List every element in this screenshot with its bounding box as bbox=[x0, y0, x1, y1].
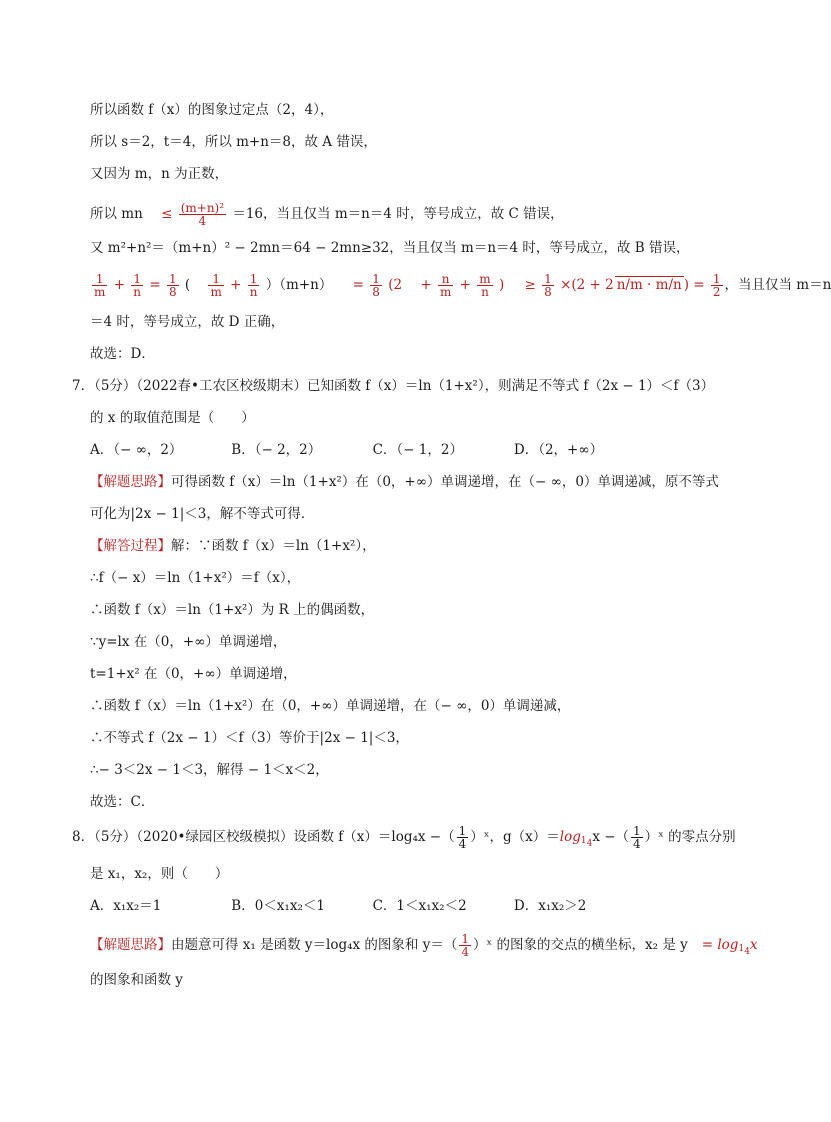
sol6-line4-c: ＝16，当且仅当 m＝n＝4 时，等号成立，故 C 错误， bbox=[232, 206, 564, 222]
frac-denominator: n bbox=[249, 285, 258, 299]
equals-sign: = bbox=[149, 277, 161, 293]
frac-n-over-m bbox=[438, 273, 453, 298]
q7-option-b[interactable]: B．（− 2，2） bbox=[231, 442, 322, 458]
sol6-line1: 所以函数 f（x）的图象过定点（2，4）， bbox=[90, 102, 334, 118]
sol6-line4-leq: ≤ bbox=[161, 206, 173, 222]
q8-thinking-log-base-den: 4 bbox=[744, 947, 750, 957]
q7-thinking-label: 【解题思路】 bbox=[90, 474, 171, 490]
plus-sign: + bbox=[459, 277, 471, 293]
frac-denominator: m bbox=[439, 285, 452, 299]
frac-numerator: 1 bbox=[248, 273, 260, 286]
frac-numerator: 1 bbox=[544, 272, 552, 286]
sol6-line6-tail: ，当且仅当 m＝n bbox=[724, 277, 831, 293]
frac-denominator: 4 bbox=[198, 214, 207, 228]
sol6-line6 bbox=[90, 268, 831, 302]
q8-option-c[interactable]: C．1＜x₁x₂＜2 bbox=[372, 898, 467, 914]
q8-stem-b: ）ˣ，g（x）＝ bbox=[470, 829, 560, 845]
q8-stem-e: ）ˣ 的零点分别 bbox=[644, 829, 736, 845]
frac-1-over-n-b bbox=[248, 273, 260, 298]
sol6-line4-fraction bbox=[179, 202, 226, 227]
q8-stem-d: x −（ bbox=[592, 829, 630, 845]
equals-sign: = bbox=[352, 277, 364, 293]
q8-thinking-line1 bbox=[90, 928, 758, 962]
frac-denominator: 4 bbox=[458, 837, 467, 851]
q7-process-line8: ∴− 3＜2x − 1＜3，解得 − 1＜x＜2， bbox=[90, 762, 329, 778]
frac-1-over-n bbox=[131, 273, 143, 298]
q7-thinking-text: 可得函数 f（x）＝ln（1+x²）在（0，+∞）单调递增，在（− ∞，0）单调递减，原不等式 bbox=[171, 474, 719, 490]
frac-numerator: n bbox=[438, 273, 453, 286]
q7-option-c[interactable]: C．（− 1，2） bbox=[372, 442, 463, 458]
q8-stem-line2: 是 x₁，x₂，则（ ） bbox=[90, 866, 229, 882]
frac-numerator: 1 bbox=[461, 932, 469, 946]
q7-thinking-line2: 可化为|2x − 1|＜3，解不等式可得． bbox=[90, 506, 315, 522]
frac-1-over-8 bbox=[167, 273, 179, 298]
q7-options bbox=[90, 440, 730, 462]
q8-thinking-line2: 的图象和函数 y bbox=[90, 972, 183, 988]
times-two-plus-two: ×(2 + 2 bbox=[560, 277, 614, 293]
q7-process-line9: 故选：C． bbox=[90, 794, 155, 810]
frac-one-quarter bbox=[457, 825, 469, 850]
frac-numerator: 1 bbox=[633, 824, 641, 838]
q7-stem-line2: 的 x 的取值范围是（ ） bbox=[90, 410, 255, 426]
q7-process-text: 解：∵函数 f（x）＝ln（1+x²）， bbox=[171, 538, 376, 554]
close-paren: ) bbox=[683, 277, 689, 293]
frac-denominator: 8 bbox=[168, 285, 177, 299]
q7-thinking-line1 bbox=[90, 472, 730, 494]
plus-sign: + bbox=[113, 277, 125, 293]
sol6-line3: 又因为 m，n 为正数， bbox=[90, 166, 229, 182]
q8-stem-a: 8．（5分）（2020•绿园区校级模拟）设函数 f（x）＝log₄x −（ bbox=[72, 829, 455, 845]
frac-denominator: n bbox=[481, 285, 489, 299]
frac-1-over-m bbox=[92, 273, 107, 298]
q8-thinking-b: ）ˣ 的图象的交点的横坐标，x₂ 是 y bbox=[473, 937, 688, 953]
q7-process-line4: ∵y=lx 在（0，+∞）单调递增， bbox=[90, 634, 287, 650]
sol6-line8: 故选：D． bbox=[90, 346, 155, 362]
sol6-line2: 所以 s＝2，t＝4，所以 m+n＝8，故 A 错误， bbox=[90, 134, 377, 150]
frac-numerator: (m+n)² bbox=[180, 201, 225, 215]
frac-denominator: m bbox=[210, 285, 222, 299]
frac-numerator: 1 bbox=[712, 272, 721, 286]
frac-1-over-8-c bbox=[542, 273, 554, 298]
frac-denominator: m bbox=[94, 285, 106, 299]
q7-option-a[interactable]: A．（− ∞，2） bbox=[90, 442, 183, 458]
frac-1-over-8-b bbox=[370, 273, 382, 298]
frac-numerator: 1 bbox=[458, 824, 467, 838]
q8-thinking-a: 由题意可得 x₁ 是函数 y＝log₄x 的图象和 y＝（ bbox=[171, 937, 458, 953]
sol6-line5: 又 m²+n²＝（m+n）² − 2mn＝64 − 2mn≥32，当且仅当 m＝n＝4 时，等号成立，故 B 错误， bbox=[90, 240, 690, 256]
q7-process-line2: ∴f（− x）＝ln（1+x²）＝f（x）， bbox=[90, 570, 301, 586]
open-paren-two: (2 bbox=[388, 277, 403, 293]
frac-numerator: 1 bbox=[372, 272, 380, 286]
q8-log-base-den: 4 bbox=[586, 839, 593, 849]
plus-sign: + bbox=[420, 277, 432, 293]
frac-denominator: 8 bbox=[544, 285, 552, 299]
frac-denominator: 2 bbox=[712, 285, 721, 299]
frac-one-quarter-c bbox=[459, 933, 471, 958]
q7-process-line3: ∴函数 f（x）＝ln（1+x²）为 R 上的偶函数， bbox=[90, 602, 375, 618]
sqrt-expression: n/m · m/n bbox=[616, 277, 682, 293]
q7-process-line7: ∴不等式 f（2x − 1）＜f（3）等价于|2x − 1|＜3， bbox=[90, 730, 409, 746]
q8-option-d[interactable]: D．x₁x₂＞2 bbox=[513, 898, 587, 914]
q7-process-line1 bbox=[90, 536, 730, 558]
q8-thinking-label: 【解题思路】 bbox=[90, 937, 171, 953]
frac-numerator: m bbox=[479, 272, 491, 286]
geq-sign: ≥ bbox=[524, 277, 536, 293]
q7-process-line6: ∴函数 f（x）＝ln（1+x²）在（0，+∞）单调递增，在（− ∞，0）单调递减， bbox=[90, 698, 571, 714]
q7-process-label: 【解答过程】 bbox=[90, 538, 171, 554]
q8-thinking-log-base-num: 1 bbox=[738, 944, 745, 954]
open-paren: ( bbox=[184, 277, 191, 293]
q8-stem-line1 bbox=[72, 820, 736, 854]
close-paren: ) bbox=[498, 277, 505, 293]
frac-denominator: n bbox=[133, 285, 142, 299]
frac-m-over-n bbox=[477, 273, 492, 298]
frac-1-over-2 bbox=[711, 273, 723, 298]
frac-1-over-m-b bbox=[208, 273, 223, 298]
times-m-plus-n: ）（m+n） bbox=[265, 277, 333, 293]
plus-sign: + bbox=[230, 277, 242, 293]
frac-denominator: 4 bbox=[461, 945, 469, 959]
frac-numerator: 1 bbox=[131, 273, 143, 286]
q8-thinking-log: = log bbox=[701, 937, 739, 953]
q7-process-line5: t=1+x² 在（0，+∞）单调递增， bbox=[90, 666, 297, 682]
frac-numerator: 1 bbox=[208, 273, 223, 286]
q8-option-b[interactable]: B．0＜x₁x₂＜1 bbox=[231, 898, 325, 914]
frac-denominator: 4 bbox=[633, 837, 641, 851]
frac-denominator: 8 bbox=[372, 285, 380, 299]
frac-one-quarter-b bbox=[631, 825, 643, 850]
q8-thinking-x: x bbox=[749, 937, 758, 953]
q8-option-a[interactable]: A．x₁x₂＝1 bbox=[90, 898, 162, 914]
q8-log: log bbox=[559, 829, 581, 845]
q7-option-d[interactable]: D．（2，+∞） bbox=[513, 442, 604, 458]
q8-log-base-num: 1 bbox=[580, 836, 587, 846]
sol6-line7: ＝4 时，等号成立，故 D 正确， bbox=[90, 314, 285, 330]
q8-options bbox=[90, 896, 730, 918]
frac-numerator: 1 bbox=[168, 272, 177, 286]
sol6-line4-a: 所以 mn bbox=[90, 206, 143, 222]
q7-stem-line1: 7．（5分）（2022春•工农区校级期末）已知函数 f（x）＝ln（1+x²），则满足不等式 f（2x − 1）＜f（3） bbox=[72, 378, 715, 394]
equals-sign: = bbox=[693, 277, 705, 293]
sol6-line4 bbox=[90, 200, 730, 228]
frac-numerator: 1 bbox=[92, 273, 107, 286]
